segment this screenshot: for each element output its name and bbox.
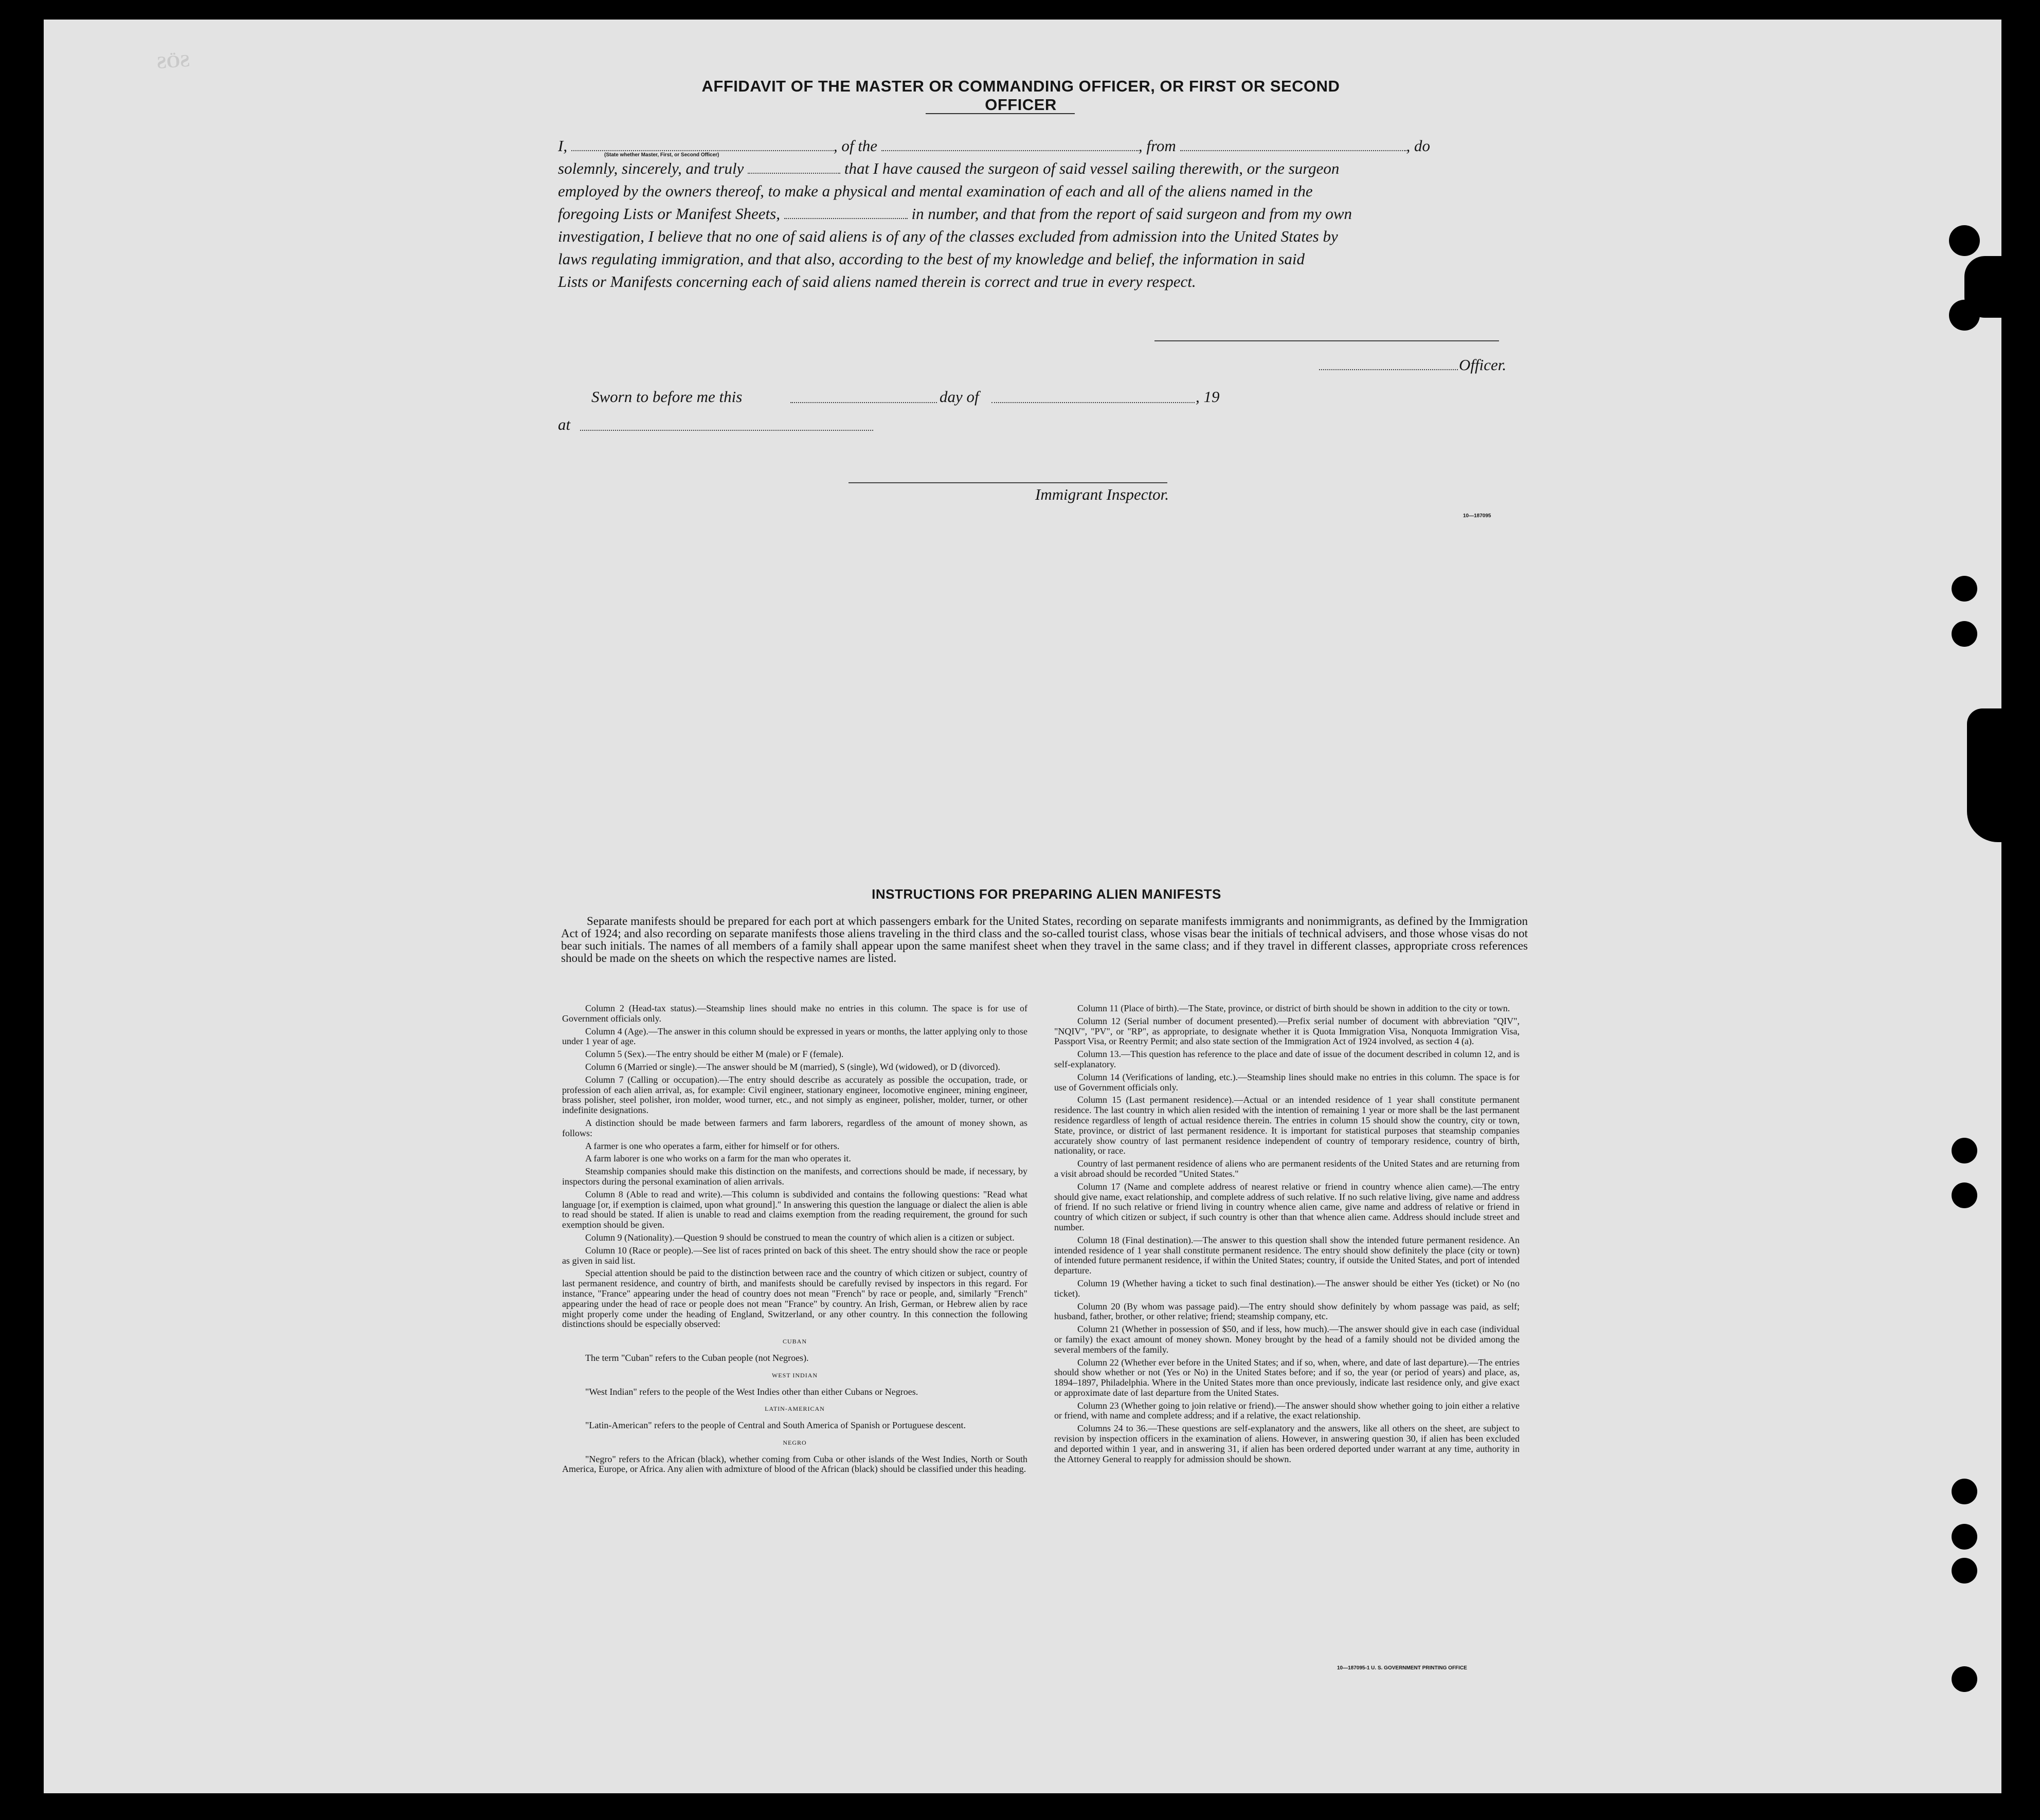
binding-hole bbox=[1949, 225, 1980, 256]
at-label: at bbox=[558, 415, 571, 433]
instruction-paragraph: Column 20 (By whom was passage paid).—The entry should show definitely by whom passage was paid, as self; husband, father, brother, or other relative; friend; steamship company, etc. bbox=[1054, 1301, 1520, 1322]
instruction-paragraph: Column 4 (Age).—The answer in this column should be expressed in years or months, the latter applying only to those under 1 year of age. bbox=[562, 1026, 1027, 1047]
officer-name-line[interactable] bbox=[1319, 369, 1458, 370]
affidavit-title: AFFIDAVIT OF THE MASTER OR COMMANDING OFFICER, OR FIRST OR SECOND OFFICER bbox=[701, 77, 1340, 114]
instruction-paragraph: Column 11 (Place of birth).—The State, province, or district of birth should be shown in addition to the city or town. bbox=[1077, 1003, 1510, 1013]
inspector-signature-line[interactable] bbox=[849, 482, 1167, 483]
departure-port-field[interactable] bbox=[1180, 138, 1406, 151]
affidavit-from: , from bbox=[1138, 137, 1176, 155]
instruction-paragraph: Column 6 (Married or single).—The answer should be M (married), S (single), Wd (widowed), or D (divorced). bbox=[585, 1061, 1000, 1072]
rank-note: (State whether Master, First, or Second Officer) bbox=[604, 152, 719, 158]
instruction-paragraph: Special attention should be paid to the distinction between race and the country of which citizen or subject, country of last permanent residence, and country of birth, and manifests should be carefully revised by inspectors in this regard. For instance, "France" appearing under the head of country does not mean "French" by race or people, and, similarly "French" appearing under the head of race or people does not mean "France" by country. An Irish, German, or Hebrew alien by race might properly come under the heading of England, Switzerland, or any other country. In this connection the following distinctions should be especially observed: bbox=[562, 1268, 1027, 1330]
affidavit-form-number: 10—187095 bbox=[1463, 513, 1491, 519]
negro-definition: "Negro" refers to the African (black), whether coming from Cuba or other islands of the West Indies, North or South America, Europe, or Africa. Any alien with admixture of blood of the African (black) should be classified under this heading. bbox=[562, 1453, 1027, 1475]
instruction-paragraph: Column 10 (Race or people).—See list of races printed on back of this sheet. The entry should show the race or people as given in said list. bbox=[562, 1245, 1027, 1266]
title-rule bbox=[926, 113, 1075, 114]
binding-hole bbox=[1952, 576, 1977, 602]
instructions-title: INSTRUCTIONS FOR PREPARING ALIEN MANIFESTS bbox=[872, 886, 1221, 902]
instruction-paragraph: Column 22 (Whether ever before in the United States; and if so, when, where, and date of last departure).—The entries should show whether or not (Yes or No) in the United States before; and if so, the year (or period of years) and place, as, 1894–1897, Philadelphia. Where in the United States more than once previously, indicate last residence only, and give exact or approximate date of last departure from the United States. bbox=[1054, 1357, 1520, 1398]
instruction-paragraph: Country of last permanent residence of aliens who are permanent residents of the United States and are returning from a visit abroad should be recorded "United States." bbox=[1054, 1158, 1520, 1179]
torn-edge bbox=[1964, 256, 2001, 318]
affidavit-of-the: , of the bbox=[833, 137, 878, 155]
negro-heading: NEGRO bbox=[783, 1439, 807, 1446]
instruction-paragraph: Column 13.—This question has reference to the place and date of issue of the document described in column 12, and is self-explanatory. bbox=[1054, 1049, 1520, 1069]
instruction-paragraph: Column 23 (Whether going to join relative or friend).—The answer should show whether going to join either a relative or friend, with name and complete address; and if a relative, the exact relationship. bbox=[1054, 1400, 1520, 1421]
instruction-paragraph: Column 21 (Whether in possession of $50, and if less, how much).—The answer should give in each case (individual or family) the exact amount of money shown. Money brought by the head of a family should not be divided among the several members of the family. bbox=[1054, 1324, 1520, 1355]
faded-stamp: ƧÖƧ bbox=[156, 51, 191, 73]
affidavit-line-5: investigation, I believe that no one of said aliens is of any of the classes excluded from admission into the United States by bbox=[558, 227, 1338, 245]
vessel-name-field[interactable] bbox=[881, 138, 1139, 151]
binding-hole bbox=[1952, 1182, 1977, 1208]
day-of-label: day of bbox=[940, 388, 979, 406]
instruction-paragraph: A distinction should be made between farmers and farm laborers, regardless of the amount of money shown, as follows: bbox=[562, 1117, 1027, 1138]
instruction-paragraph: Column 7 (Calling or occupation).—The entry should describe as accurately as possible the occupation, trade, or profession of each alien arrival, as, for example: Civil engineer, stationary engineer, locomotive engineer, mining engineer, brass polisher, steel polisher, iron molder, wood turner, etc., and not simply as engineer, polisher, molder, turner, or other indefinite designations. bbox=[562, 1074, 1027, 1116]
affidavit-line-4a: foregoing Lists or Manifest Sheets, bbox=[558, 205, 780, 223]
binding-hole bbox=[1952, 1558, 1977, 1584]
instruction-paragraph: Column 18 (Final destination).—The answer to this question shall show the intended future permanent residence. An intended residence of 1 year shall constitute permanent residence. The entry should show definitely the place (city or town) of intended future permanent residence, if within the United States; country, if outside the United States, and port of intended departure. bbox=[1054, 1234, 1520, 1276]
affidavit-line-7: Lists or Manifests concerning each of said aliens named therein is correct and true in every respect. bbox=[558, 272, 1196, 290]
instruction-paragraph: Column 8 (Able to read and write).—This column is subdivided and contains the following questions: "Read what language [or, if exemption is claimed, upon what ground]." In answering this question the language or dialect the alien is able to read should be stated. If alien is unable to read and claims exemption from the reading requirement, the ground for such exemption should be given. bbox=[562, 1189, 1027, 1230]
affidavit-body bbox=[558, 135, 1525, 293]
affidavit-line-3: employed by the owners thereof, to make a physical and mental examination of each and all of the aliens named in the bbox=[558, 182, 1313, 200]
cuban-definition: The term "Cuban" refers to the Cuban people (not Negroes). bbox=[585, 1352, 809, 1363]
officer-label: Officer. bbox=[1459, 356, 1507, 374]
affidavit-do: , do bbox=[1406, 137, 1430, 155]
signature-line[interactable] bbox=[1154, 340, 1499, 341]
instruction-paragraph: Column 9 (Nationality).—Question 9 should be construed to mean the country of which alien is a citizen or subject. bbox=[585, 1232, 1015, 1243]
cuban-heading: CUBAN bbox=[782, 1338, 807, 1345]
instruction-paragraph: Column 15 (Last permanent residence).—Actual or an intended residence of 1 year shall constitute permanent residence. The last country in which alien resided with the intention of remaining 1 year or more shall be the last permanent residence regardless of length of actual residence therein. The entries in column 15 should show the country, city or town, State, province, or district of last permanent residence. It is important for statistical purposes that steamship companies accurately show country of last permanent residence independent of country of temporary residence, country of birth, nationality, or race. bbox=[1054, 1095, 1520, 1156]
affidavit-i: I, bbox=[558, 137, 568, 155]
affidavit-line-2a: solemnly, sincerely, and truly bbox=[558, 159, 744, 177]
binding-hole bbox=[1952, 1138, 1977, 1163]
binding-hole bbox=[1952, 1479, 1977, 1504]
affidavit-line-4b: in number, and that from the report of said surgeon and from my own bbox=[911, 205, 1352, 223]
binding-hole bbox=[1952, 1666, 1977, 1692]
sworn-place-field[interactable] bbox=[580, 430, 873, 431]
sworn-month-field[interactable] bbox=[991, 402, 1195, 403]
binding-hole bbox=[1952, 1524, 1977, 1550]
instruction-paragraph: Column 2 (Head-tax status).—Steamship lines should make no entries in this column. The space is for use of Government officials only. bbox=[562, 1003, 1027, 1024]
latin-american-heading: LATIN-AMERICAN bbox=[765, 1405, 825, 1413]
year-prefix: , 19 bbox=[1196, 388, 1220, 406]
instructions-intro bbox=[561, 915, 1528, 964]
instruction-paragraph: Steamship companies should make this distinction on the manifests, and corrections should be made, if necessary, by inspectors during the personal examination of alien arrivals. bbox=[562, 1166, 1027, 1187]
binding-hole bbox=[1952, 621, 1977, 647]
document-sheet bbox=[44, 20, 2001, 1793]
printing-office-code: 10—187095-1 U. S. GOVERNMENT PRINTING OFFICE bbox=[1337, 1665, 1467, 1671]
affidavit-line-2b: that I have caused the surgeon of said vessel sailing therewith, or the surgeon bbox=[844, 159, 1340, 177]
instruction-paragraph: Column 19 (Whether having a ticket to such final destination).—The answer should be either Yes (ticket) or No (no ticket). bbox=[1054, 1278, 1520, 1299]
instructions-right-column bbox=[1054, 1004, 1520, 1467]
inspector-label: Immigrant Inspector. bbox=[1035, 485, 1169, 503]
instruction-paragraph: Column 12 (Serial number of document presented).—Prefix serial number of document with abbreviation "QIV", "NQIV", "PV", or "RP", as appropriate, to designate whether it is Quota Immigration Visa, Nonquota Immigration Visa, Passport Visa, or Reentry Permit; and also state section of the Immigration Act of 1924 involved, as section 4 (a). bbox=[1054, 1015, 1520, 1047]
intro-paragraph: Separate manifests should be prepared for each port at which passengers embark for the United States, recording on separate manifests immigrants and nonimmigrants, as defined by the Immigration Act of 1924; and also recording on separate manifests those aliens traveling in the third class and the so-called tourist class, whose visas bear the initials of technical advisers, and those whose visas do not bear such initials. The names of all members of a family shall appear upon the same manifest sheet when they travel in the same class; and if they travel in different classes, appropriate cross references should be made on the sheets on which the respective names are listed. bbox=[561, 915, 1528, 964]
instruction-paragraph: A farmer is one who operates a farm, either for himself or for others. bbox=[585, 1140, 840, 1151]
instruction-paragraph: A farm laborer is one who works on a farm for the man who operates it. bbox=[585, 1153, 851, 1164]
instruction-paragraph: Column 5 (Sex).—The entry should be either M (male) or F (female). bbox=[585, 1049, 844, 1060]
sworn-label: Sworn to before me this bbox=[591, 388, 743, 406]
affidavit-line-6: laws regulating immigration, and that also, according to the best of my knowledge and belief, the information in said bbox=[558, 250, 1305, 268]
oath-form-field[interactable] bbox=[748, 160, 840, 174]
latin-american-definition: "Latin-American" refers to the people of Central and South America of Spanish or Portuguese descent. bbox=[585, 1420, 966, 1431]
torn-edge bbox=[1967, 708, 2001, 842]
instruction-paragraph: Columns 24 to 36.—These questions are self-explanatory and the answers, like all others on the sheet, are subject to revision by inspection officers in the examination of aliens. However, in answering question 30, if alien has been excluded and deported within 1 year, and in answering 31, if alien has been ordered deported under warrant at any time, authority in the Attorney General to reapply for admission should be shown. bbox=[1054, 1423, 1520, 1464]
west-indian-heading: WEST INDIAN bbox=[771, 1371, 818, 1379]
west-indian-definition: "West Indian" refers to the people of the West Indies other than either Cubans or Negroes. bbox=[585, 1386, 918, 1397]
instructions-left-column bbox=[562, 1004, 1027, 1480]
sheet-count-field[interactable] bbox=[784, 206, 908, 219]
instruction-paragraph: Column 17 (Name and complete address of nearest relative or friend in country whence alien came).—The entry should give name, exact relationship, and complete address of such relative. If no such relative living, give name and address of friend. If no such relative or friend living in country whence alien came, give name and address of relative or friend in country of which citizen or subject, if such country is other than that whence alien came. Address should include street and number. bbox=[1054, 1181, 1520, 1232]
officer-rank-field[interactable] bbox=[571, 138, 834, 151]
instruction-paragraph: Column 14 (Verifications of landing, etc.).—Steamship lines should make no entries in this column. The space is for use of Government officials only. bbox=[1054, 1071, 1520, 1093]
sworn-day-field[interactable] bbox=[790, 402, 937, 403]
